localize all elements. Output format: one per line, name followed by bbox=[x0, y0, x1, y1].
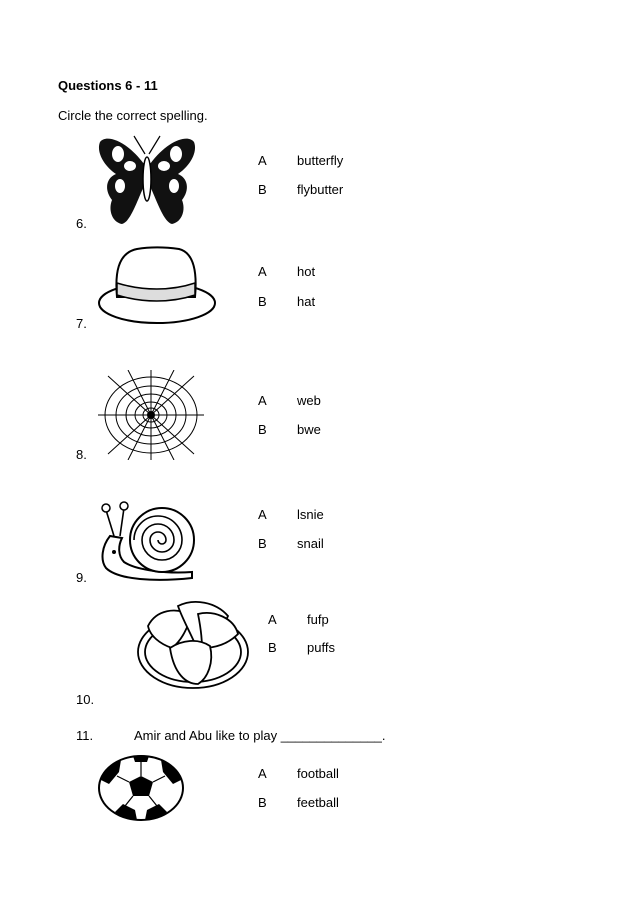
option-word-b[interactable]: flybutter bbox=[297, 182, 344, 197]
option-word-b[interactable]: feetball bbox=[297, 795, 339, 810]
question-number: 7. bbox=[76, 316, 87, 331]
question-number: 11. bbox=[76, 728, 94, 743]
football-picture bbox=[97, 754, 185, 822]
option-letter-b: B bbox=[258, 182, 267, 197]
questions-title: Questions 6 - 11 bbox=[58, 78, 158, 93]
option-letter-b: B bbox=[258, 536, 267, 551]
option-word-b[interactable]: hat bbox=[297, 294, 316, 309]
option-letter-b: B bbox=[258, 795, 267, 810]
option-word-b[interactable]: bwe bbox=[297, 422, 321, 437]
option-letter-b: B bbox=[258, 422, 267, 437]
question-number: 6. bbox=[76, 216, 87, 231]
option-word-a[interactable]: lsnie bbox=[297, 507, 324, 522]
option-word-b[interactable]: snail bbox=[297, 536, 324, 551]
question-number: 10. bbox=[76, 692, 95, 707]
option-letter-a: A bbox=[258, 393, 267, 408]
spider-web-picture bbox=[98, 370, 204, 460]
option-letter-a: A bbox=[258, 507, 267, 522]
option-word-b[interactable]: puffs bbox=[307, 640, 335, 655]
option-word-a[interactable]: fufp bbox=[307, 612, 329, 627]
hat-picture bbox=[95, 245, 220, 327]
instruction-text: Circle the correct spelling. bbox=[58, 108, 208, 123]
snail-picture bbox=[96, 496, 200, 586]
option-letter-a: A bbox=[268, 612, 277, 627]
option-letter-a: A bbox=[258, 153, 267, 168]
option-letter-a: A bbox=[258, 766, 267, 781]
option-word-a[interactable]: hot bbox=[297, 264, 316, 279]
option-letter-b: B bbox=[268, 640, 277, 655]
question-sentence: Amir and Abu like to play ______________. bbox=[134, 728, 386, 743]
option-word-a[interactable]: butterfly bbox=[297, 153, 344, 168]
option-letter-a: A bbox=[258, 264, 267, 279]
option-letter-b: B bbox=[258, 294, 267, 309]
butterfly-picture bbox=[96, 134, 198, 228]
puffs-picture bbox=[136, 596, 250, 692]
option-word-a[interactable]: football bbox=[297, 766, 339, 781]
option-word-a[interactable]: web bbox=[297, 393, 321, 408]
question-number: 8. bbox=[76, 447, 87, 462]
question-number: 9. bbox=[76, 570, 87, 585]
